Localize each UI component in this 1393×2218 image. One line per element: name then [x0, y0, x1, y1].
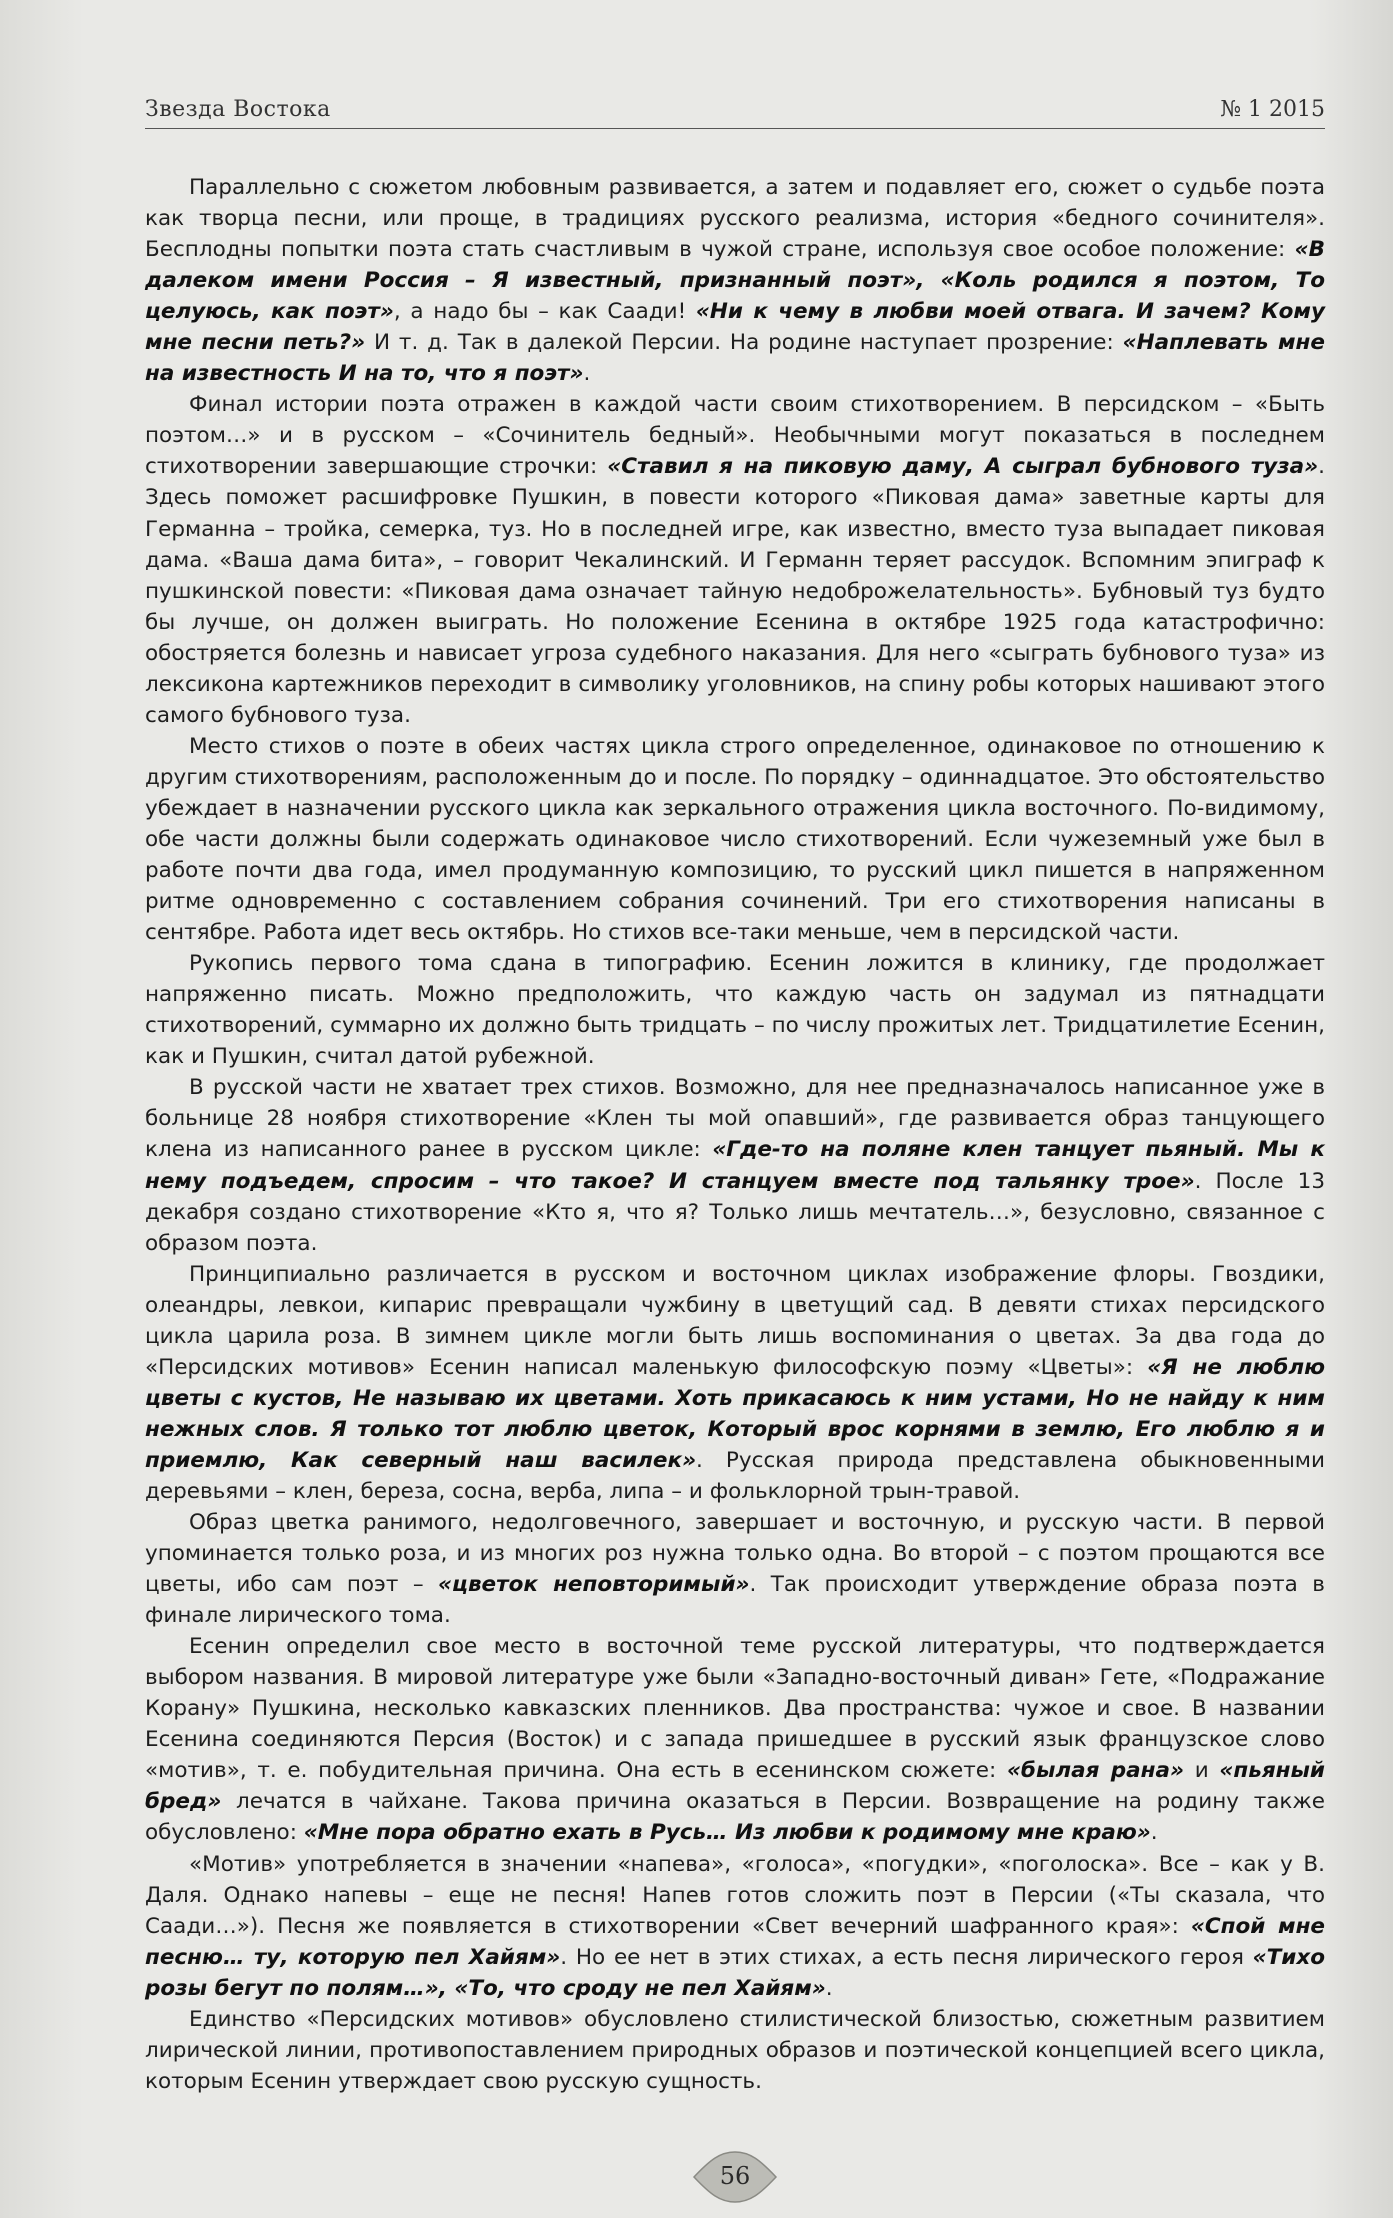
text-run: и [1184, 1758, 1220, 1784]
text-run: Единство «Персидских мотивов» обусловлено стилистической близостью, сюжетным развитием лирической линии, противопоставлением природных образов и поэтической концепцией всего цикла, которым Есенин утверждает свою русскую сущность. [145, 2006, 1325, 2094]
text-run: . [1150, 1820, 1158, 1846]
paragraph [145, 1849, 1325, 2004]
page-number-badge [690, 2150, 780, 2204]
paragraph [145, 731, 1325, 948]
quote-run: «Где-то на поляне клен танцует пьяный. Мы к нему подъедем, спросим – что такое? И станцуем вместе под тальянку трое» [145, 1137, 1325, 1194]
paragraph [145, 1631, 1325, 1848]
text-run: В русской части не хватает трех стихов. Возможно, для нее предназначалось написанное уже в больнице 28 ноября стихотворение «Клен ты мой опавший», где развивается образ танцующего клена из написанного ранее в русском цикле: [145, 1075, 1325, 1163]
text-run: Есенин определил свое место в восточной теме русской литературы, что подтверждается выбором названия. В мировой литературе уже были «Западно-восточный диван» Гете, «Подражание Корану» Пушкина, несколько кавказских пленников. Два пространства: чужое и свое. В названии Есенина соединяются Персия (Восток) и с запада пришедшее в русский язык французское слово «мотив», т. е. побудительная причина. Она есть в есенинском сюжете: [145, 1634, 1325, 1784]
text-run: . [825, 1975, 833, 2001]
quote-run: «Наплевать мне на известность И на то, что я поэт» [145, 330, 1325, 387]
text-run: . [583, 361, 591, 387]
paragraph [145, 1507, 1325, 1631]
text-run: Рукопись первого тома сдана в типографию. Есенин ложится в клинику, где продолжает напряженно писать. Можно предположить, что каждую часть он задумал из пятнадцати стихотворений, суммарно их должно быть тридцать – по числу прожитых лет. Тридцатилетие Есенин, как и Пушкин, считал датой рубежной. [145, 951, 1325, 1070]
issue-number: № 1 2015 [1220, 97, 1325, 122]
text-run: Принципиально различается в русском и восточном циклах изображение флоры. Гвоздики, олеандры, левкои, кипарис превращали чужбину в цветущий сад. В девяти стихах персидского цикла царила роза. В зимнем цикле могли быть лишь воспоминания о цветах. За два года до «Персидских мотивов» Есенин написал маленькую философскую поэму «Цветы»: [145, 1261, 1325, 1380]
quote-run: «пьяный бред» [145, 1758, 1325, 1815]
quote-run: «цветок неповторимый» [438, 1572, 750, 1598]
text-run: . Так происходит утверждение образа поэта в финале лирического тома. [145, 1572, 1325, 1629]
text-run: Финал истории поэта отражен в каждой части своим стихотворением. В персидском – «Быть поэтом…» и в русском – «Сочинитель бедный». Необычными могут показаться в последнем стихотворении завершающие строчки: [145, 392, 1325, 480]
text-run: Параллельно с сюжетом любовным развивается, а затем и подавляет его, сюжет о судьбе поэта как творца песни, или проще, в традициях русского реализма, история «бедного сочинителя». Бесплодны попытки поэта стать счастливым в чужой стране, используя свое особое положение: [145, 175, 1325, 263]
paragraph [145, 389, 1325, 731]
quote-run: «В далеком имени Россия – Я известный, признанный поэт», «Коль родился я поэтом, То целуюсь, как поэт» [145, 237, 1325, 325]
text-run: И т. д. Так в далекой Персии. На родине наступает прозрение: [365, 330, 1123, 356]
text-run: . Но ее нет в этих стихах, а есть песня лирического героя [560, 1944, 1253, 1970]
text-run: «Мотив» употребляется в значении «напева», «голоса», «погудки», «поголоска». Все – как у В. Даля. Однако напевы – еще не песня! Напев готов сложить поэт в Персии («Ты сказала, что Саади…»). Песня же появляется в стихотворении «Свет вечерний шафранного края»: [145, 1851, 1325, 1939]
quote-run: «Ни к чему в любви моей отвага. И зачем? Кому мне песни петь?» [145, 299, 1326, 356]
text-run: . После 13 декабря создано стихотворение «Кто я, что я? Только лишь мечтатель…», безусловно, связанное с образом поэта. [145, 1168, 1325, 1256]
quote-run: «Мне пора обратно ехать в Русь… Из любви к родимому мне краю» [303, 1820, 1151, 1846]
article-body [145, 172, 1325, 2097]
text-run: . Русская природа представлена обыкновенными деревьями – клен, береза, сосна, верба, липа – и фольклорной трын-травой. [145, 1447, 1325, 1504]
page-number: 56 [719, 2162, 751, 2190]
paragraph [145, 2004, 1325, 2097]
quote-run: «Я не люблю цветы с кустов, Не называю их цветами. Хоть прикасаюсь к ним устами, Но не найду к ним нежных слов. Я только тот люблю цветок, Который врос корнями в землю, Его люблю я и приемлю, Как северный наш василек» [145, 1354, 1325, 1473]
text-run: Место стихов о поэте в обеих частях цикла строго определенное, одинаковое по отношению к другим стихотворениям, расположенным до и после. По порядку – одиннадцатое. Это обстоятельство убеждает в назначении русского цикла как зеркального отражения цикла восточного. По-видимому, обе части должны были содержать одинаковое число стихотворений. Если чужеземный уже был в работе почти два года, имел продуманную композицию, то русский цикл пишется в напряженном ритме одновременно с составлением собрания сочинений. Три его стихотворения написаны в сентябре. Работа идет весь октябрь. Но стихов все-таки меньше, чем в персидской части. [145, 733, 1325, 946]
text-run: . Здесь поможет расшифровке Пушкин, в повести которого «Пиковая дама» заветные карты для Германна – тройка, семерка, туз. Но в последней игре, как известно, вместо туза выпадает пиковая дама. «Ваша дама бита», – говорит Чекалинский. И Германн теряет рассудок. Вспомним эпиграф к пушкинской повести: «Пиковая дама означает тайную недоброжелательность». Бубновый туз будто бы лучше, он должен выиграть. Но положение Есенина в октябре 1925 года катастрофично: обостряется болезнь и нависает угроза судебного наказания. Для него «сыграть бубнового туза» из лексикона картежников переходит в символику уголовников, на спину робы которых нашивают этого самого бубнового туза. [145, 454, 1325, 728]
paragraph [145, 172, 1325, 389]
paragraph [145, 1072, 1325, 1258]
journal-title: Звезда Востока [145, 97, 331, 122]
quote-run: «Ставил я на пиковую даму, А сыграл бубнового туза» [607, 454, 1319, 480]
text-run: лечатся в чайхане. Такова причина оказаться в Персии. Возвращение на родину также обусловлено: [145, 1789, 1325, 1846]
text-run: Образ цветка ранимого, недолговечного, завершает и восточную, и русскую части. В первой упоминается только роза, и из многих роз нужна только одна. Во второй – с поэтом прощаются все цветы, ибо сам поэт – [145, 1510, 1325, 1598]
paragraph [145, 948, 1325, 1072]
quote-run: «Спой мне песню… ту, которую пел Хайям» [145, 1913, 1326, 1970]
paragraph [145, 1259, 1325, 1507]
quote-run: «Тихо розы бегут по полям…», «То, что сроду не пел Хайям» [145, 1944, 1325, 2001]
text-run: , а надо бы – как Саади! [393, 299, 696, 325]
running-header [145, 88, 1325, 129]
quote-run: «былая рана» [1006, 1758, 1185, 1784]
